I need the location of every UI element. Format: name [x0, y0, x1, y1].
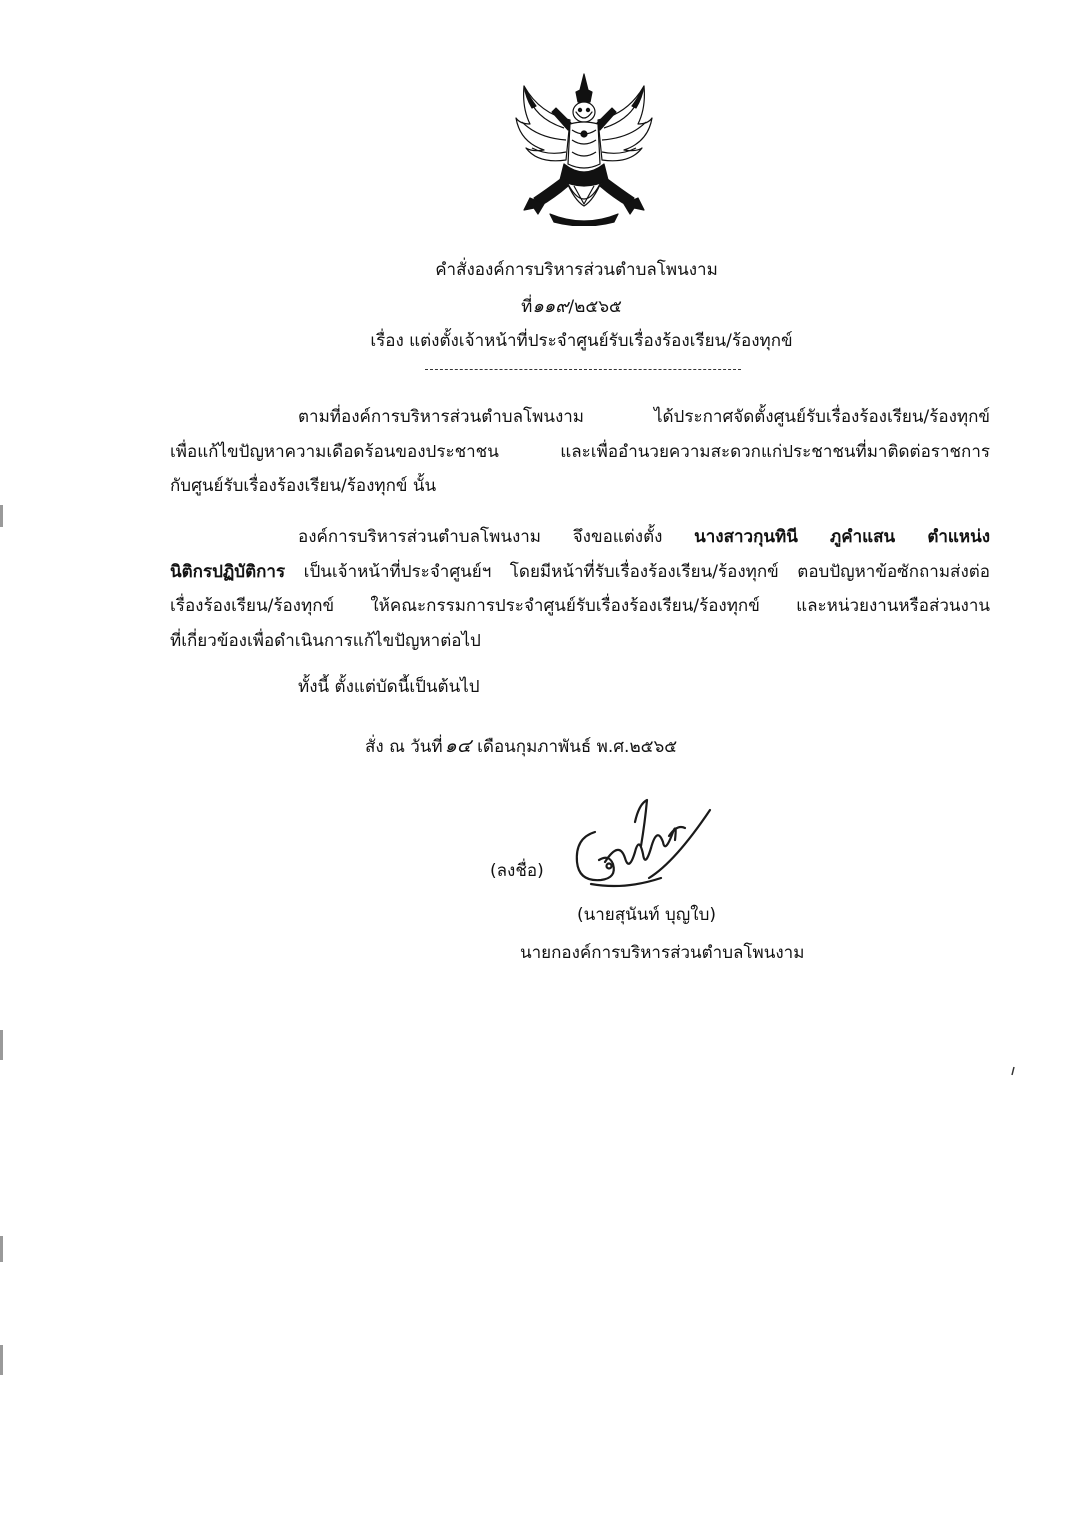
given-date [365, 734, 677, 759]
header-separator [425, 369, 741, 370]
paragraph-background [170, 400, 990, 504]
paragraph-line [170, 520, 990, 555]
paragraph-line: เพื่อแก้ไขปัญหาความเดือดร้อนของประชาชน และเพื่ออำนวยความสะดวกแก่ประชาชนที่มาติดต่อราชการ [170, 441, 990, 462]
signer-position: นายกองค์การบริหารส่วนตำบลโพนงาม [520, 943, 805, 963]
order-number-suffix: /๒๕๖๕ [568, 297, 622, 317]
appointment-duties: เป็นเจ้าหน้าที่ประจำศูนย์ฯ โดยมีหน้าที่รับเรื่องร้องเรียน/ร้องทุกข์ ตอบปัญหาข้อซักถามส่งต่อ [285, 561, 990, 582]
signer-name: (นายสุนันท์ บุญใบ) [577, 905, 716, 925]
given-date-suffix: เดือนกุมภาพันธ์ พ.ศ.๒๕๖๕ [477, 737, 678, 757]
scan-edge-mark [0, 1345, 3, 1375]
given-date-day-handwritten: ๑๔ [444, 735, 472, 757]
document-subject: เรื่อง แต่งตั้งเจ้าหน้าที่ประจำศูนย์รับเรื่องร้องเรียน/ร้องทุกข์ [370, 331, 793, 351]
handwritten-signature [565, 792, 715, 894]
appointee-position-label: ตำแหน่ง [895, 527, 990, 547]
appointment-intro: องค์การบริหารส่วนตำบลโพนงาม จึงขอแต่งตั้ง [298, 527, 695, 547]
given-date-prefix: สั่ง ณ วันที่ [365, 737, 443, 757]
sign-label: (ลงชื่อ) [490, 861, 544, 881]
appointee-name: นางสาวกุนทินี ภูคำแสน [694, 527, 896, 547]
paragraph-appointment [170, 520, 990, 658]
order-number [0, 295, 1079, 319]
order-number-handwritten: ๑๑๙ [532, 296, 569, 317]
order-number-prefix: ที่ [521, 297, 533, 317]
scan-speck [1010, 1066, 1016, 1076]
paragraph-line: เรื่องร้องเรียน/ร้องทุกข์ ให้คณะกรรมการประจำศูนย์รับเรื่องร้องเรียน/ร้องทุกข์ และหน่วยงานหรือส่วนงาน [170, 596, 990, 616]
paragraph-line [170, 555, 990, 590]
effective-clause: ทั้งนี้ ตั้งแต่บัดนี้เป็นต้นไป [298, 677, 480, 697]
document-title: คำสั่งองค์การบริหารส่วนตำบลโพนงาม [435, 260, 718, 280]
paragraph-line: กับศูนย์รับเรื่องร้องเรียน/ร้องทุกข์ นั้น [170, 476, 437, 496]
paragraph-line: ที่เกี่ยวข้องเพื่อดำเนินการแก้ไขปัญหาต่อไป [170, 630, 481, 651]
appointee-position: นิติกรปฏิบัติการ [170, 561, 286, 582]
scan-edge-mark [0, 1236, 3, 1262]
paragraph-line: ตามที่องค์การบริหารส่วนตำบลโพนงาม ได้ประกาศจัดตั้งศูนย์รับเรื่องร้องเรียน/ร้องทุกข์ [298, 407, 990, 427]
scan-edge-mark [0, 505, 3, 527]
garuda-emblem-icon [510, 68, 658, 226]
scan-edge-mark [0, 1030, 3, 1060]
